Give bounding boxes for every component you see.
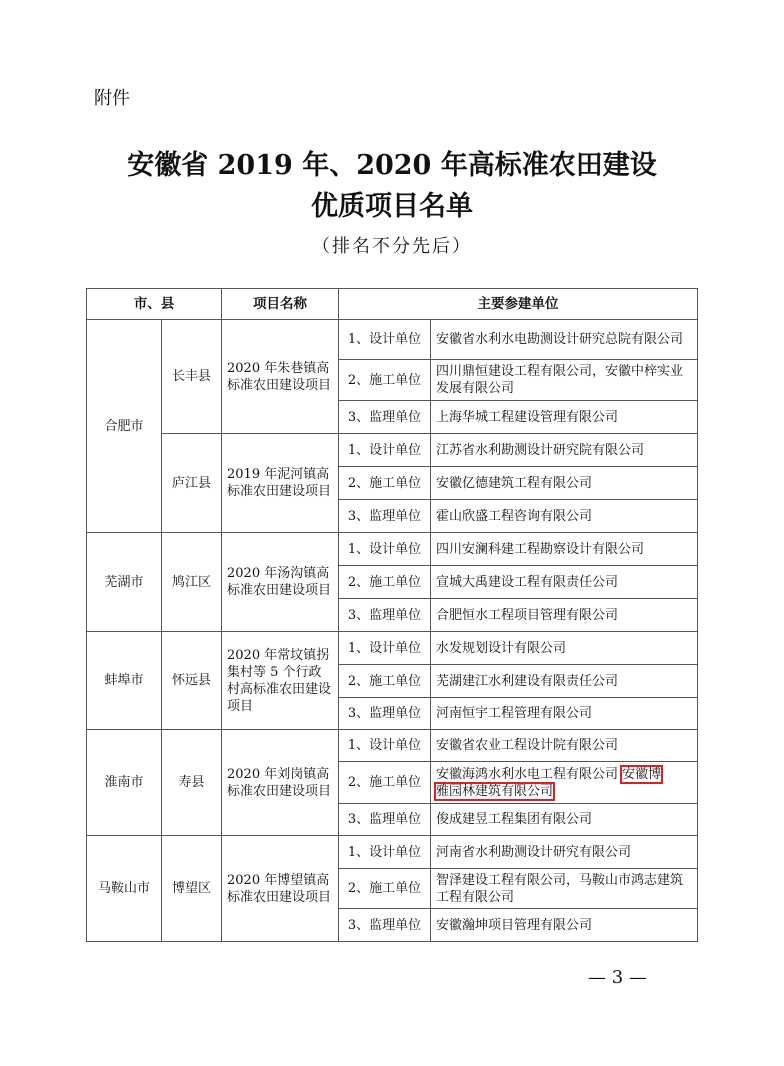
role-cell: 1、设计单位 — [339, 320, 431, 360]
unit-cell: 上海华城工程建设管理有限公司 — [431, 401, 698, 434]
role-cell: 1、设计单位 — [339, 434, 431, 467]
unit-cell: 智泽建设工程有限公司，马鞍山市鸿志建筑工程有限公司 — [431, 869, 698, 909]
unit-cell: 四川安澜科建工程勘察设计有限公司 — [431, 533, 698, 566]
unit-cell: 河南省水利勘测设计研究有限公司 — [431, 836, 698, 869]
project-cell: 2020 年汤沟镇高标准农田建设项目 — [222, 533, 339, 632]
county-cell: 博望区 — [162, 836, 222, 942]
city-cell: 蚌埠市 — [87, 632, 162, 730]
table-row — [87, 730, 698, 762]
county-cell: 寿县 — [162, 730, 222, 836]
highlighted-unit-text: 雅园林建筑有限公司 — [436, 783, 554, 799]
unit-cell: 江苏省水利勘测设计研究院有限公司 — [431, 434, 698, 467]
unit-text: 安徽海鸿水利水电工程有限公司 — [436, 766, 619, 782]
role-cell: 1、设计单位 — [339, 836, 431, 869]
unit-cell: 合肥恒水工程项目管理有限公司 — [431, 599, 698, 632]
unit-cell: 芜湖建江水利建设有限责任公司 — [431, 665, 698, 698]
county-cell: 怀远县 — [162, 632, 222, 730]
role-cell: 2、施工单位 — [339, 762, 431, 804]
role-cell: 2、施工单位 — [339, 467, 431, 500]
county-cell: 长丰县 — [162, 320, 222, 434]
role-cell: 3、监理单位 — [339, 804, 431, 836]
unit-cell: 水发规划设计有限公司 — [431, 632, 698, 665]
project-cell: 2020 年博望镇高标准农田建设项目 — [222, 836, 339, 942]
highlighted-unit-text: 安徽博 — [622, 766, 662, 782]
table-header-row — [87, 289, 698, 320]
unit-cell: 安徽亿德建筑工程有限公司 — [431, 467, 698, 500]
role-cell: 1、设计单位 — [339, 632, 431, 665]
header-city-county: 市、县 — [87, 289, 222, 320]
project-cell: 2019 年泥河镇高标准农田建设项目 — [222, 434, 339, 533]
role-cell: 3、监理单位 — [339, 599, 431, 632]
city-cell: 淮南市 — [87, 730, 162, 836]
unit-cell: 安徽省水利水电勘测设计研究总院有限公司 — [431, 320, 698, 360]
role-cell: 2、施工单位 — [339, 566, 431, 599]
unit-cell — [431, 762, 698, 804]
role-cell: 3、监理单位 — [339, 500, 431, 533]
role-cell: 3、监理单位 — [339, 401, 431, 434]
project-cell: 2020 年刘岗镇高标准农田建设项目 — [222, 730, 339, 836]
unit-cell: 安徽瀚坤项目管理有限公司 — [431, 909, 698, 942]
project-table — [86, 288, 698, 942]
city-cell: 芜湖市 — [87, 533, 162, 632]
page-number: — 3 — — [588, 967, 647, 988]
document-subtitle: （排名不分先后） — [312, 236, 472, 257]
city-cell: 马鞍山市 — [87, 836, 162, 942]
document-title-line1: 安徽省 2019 年、2020 年高标准农田建设 — [127, 150, 657, 181]
role-cell: 2、施工单位 — [339, 869, 431, 909]
city-cell: 合肥市 — [87, 320, 162, 533]
unit-cell: 河南恒宇工程管理有限公司 — [431, 698, 698, 730]
unit-cell: 四川鼎恒建设工程有限公司，安徽中梓实业发展有限公司 — [431, 360, 698, 401]
attachment-label: 附件 — [94, 88, 130, 109]
role-cell: 2、施工单位 — [339, 665, 431, 698]
role-cell: 3、监理单位 — [339, 909, 431, 942]
table-row — [87, 533, 698, 566]
county-cell: 鸠江区 — [162, 533, 222, 632]
unit-cell: 安徽省农业工程设计院有限公司 — [431, 730, 698, 762]
role-cell: 1、设计单位 — [339, 730, 431, 762]
role-cell: 2、施工单位 — [339, 360, 431, 401]
project-cell: 2020 年常坟镇拐集村等 5 个行政村高标准农田建设项目 — [222, 632, 339, 730]
table-row — [87, 632, 698, 665]
county-cell: 庐江县 — [162, 434, 222, 533]
unit-cell: 宣城大禹建设工程有限责任公司 — [431, 566, 698, 599]
header-project: 项目名称 — [222, 289, 339, 320]
unit-cell: 俊成建昱工程集团有限公司 — [431, 804, 698, 836]
project-cell: 2020 年朱巷镇高标准农田建设项目 — [222, 320, 339, 434]
role-cell: 1、设计单位 — [339, 533, 431, 566]
document-title-line2: 优质项目名单 — [311, 191, 473, 222]
unit-cell: 霍山欣盛工程咨询有限公司 — [431, 500, 698, 533]
role-cell: 3、监理单位 — [339, 698, 431, 730]
table-row — [87, 320, 698, 360]
table-row — [87, 434, 698, 467]
table-row — [87, 836, 698, 869]
header-units: 主要参建单位 — [339, 289, 698, 320]
